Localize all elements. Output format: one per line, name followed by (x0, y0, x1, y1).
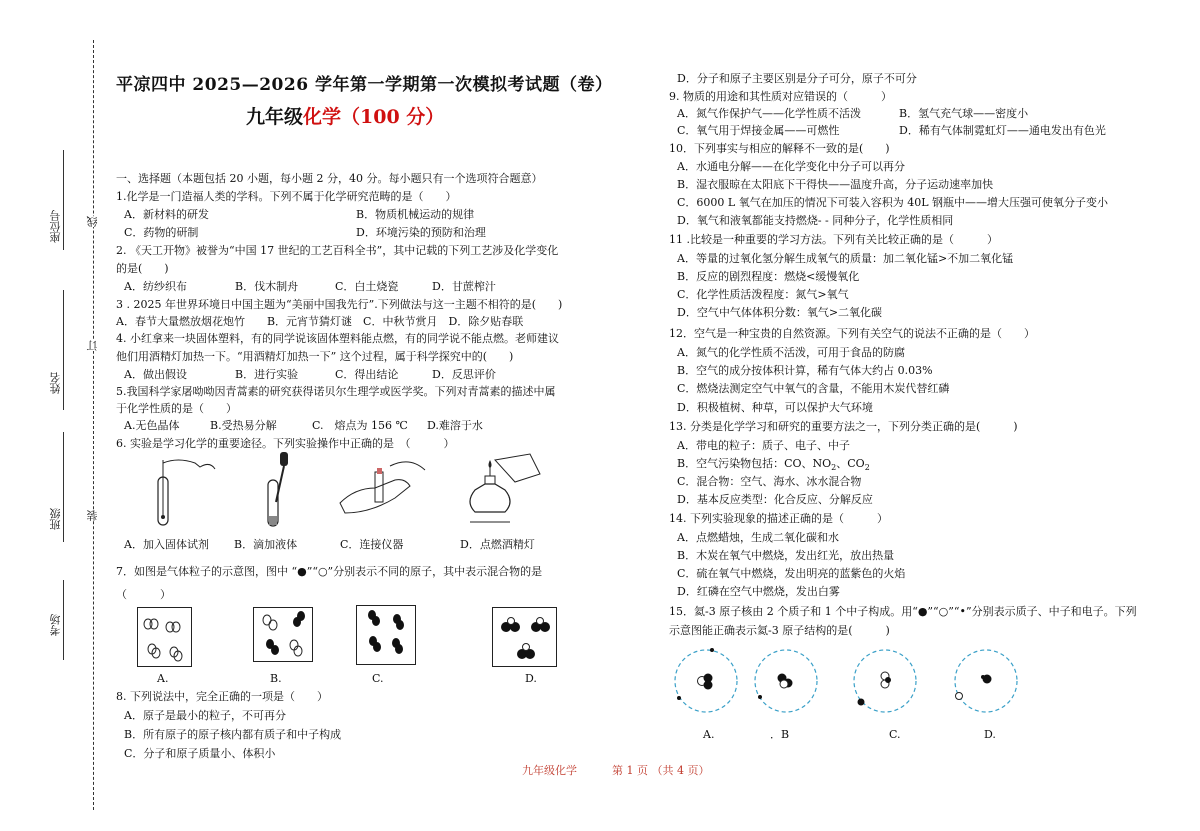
q8-option-c: C．分子和原子质量小、体积小 (124, 747, 276, 760)
q12-option-d: D．积极植树、种草，可以保护大气环境 (677, 401, 873, 414)
q2-stem-line1: 2. 《天工开物》被誉为“中国 17 世纪的工艺百科全书”，其中记载的下列工艺涉及化学变化 (116, 244, 559, 257)
q9-option-b: B．氢气充气球——密度小 (899, 107, 1029, 120)
q11-stem: 11 .比较是一种重要的学习方法。下列有关比较正确的是（ ） (669, 233, 998, 246)
q2-option-a: A．纺纱织布 (124, 280, 187, 293)
q15-option-a: A. (703, 728, 715, 741)
seat-underline (63, 150, 64, 250)
q15-atom-d (952, 645, 1027, 715)
binding-dashed-line (93, 40, 94, 810)
q6-option-c: C．连接仪器 (340, 538, 404, 551)
q11-option-b: B．反应的剧烈程度：燃烧<缓慢氧化 (677, 270, 860, 283)
q10-option-c: C．6000 L 氧气在加压的情况下可装入容积为 40L 钢瓶中——增大压强可使氧分子变小 (677, 196, 1109, 209)
class-underline (63, 432, 64, 542)
q8-option-b: B．所有原子的原子核内都有质子和中子构成 (124, 728, 342, 741)
q12-stem: 12．空气是一种宝贵的自然资源。下列有关空气的说法不正确的是（ ） (669, 327, 1035, 340)
q1-stem: 1.化学是一门造福人类的学科。下列不属于化学研究范畴的是（ ） (116, 190, 457, 203)
q15-atom-a (668, 645, 748, 715)
q11-option-d: D．空气中气体体积分数：氧气>二氧化碳 (677, 306, 883, 319)
q7-option-d: D. (525, 672, 537, 685)
q9-option-d: D．稀有气体制霓虹灯——通电发出有色光 (899, 124, 1106, 137)
q9-option-c: C．氧气用于焊接金属——可燃性 (677, 124, 840, 137)
q7-option-b: B. (270, 672, 282, 685)
exam-title: 平凉四中 2025—2026 学年第一学期第一次模拟考试题（卷） (116, 75, 613, 95)
q7-option-a: A. (157, 672, 169, 685)
q15-option-c: C. (889, 728, 901, 741)
q8-option-d: D．分子和原子主要区别是分子可分，原子不可分 (677, 72, 917, 85)
name-underline (63, 290, 64, 410)
q7-box-a (137, 607, 192, 667)
q6-figure-b (260, 450, 320, 530)
seat-label: 座位号 (49, 210, 62, 243)
q15-stem-line1: 15．氦-3 原子核由 2 个质子和 1 个中子构成。用“●”“○”“•”分别表示质子、中子和电子。下列 (669, 605, 1137, 618)
q7-box-c (356, 605, 416, 665)
q4-stem-line1: 4. 小红拿来一块固体塑料，有的同学说该固体塑料能点燃，有的同学说不能点燃。老师建议 (116, 332, 559, 345)
bind-char: 订 (86, 340, 99, 351)
room-underline (63, 580, 64, 660)
q13-option-b: B．空气污染物包括：CO、$NO_2$、$CO_2$ (677, 457, 870, 473)
q6-figure-a (140, 455, 220, 530)
q4-option-c: C．得出结论 (335, 368, 399, 381)
class-label: 班级 (49, 508, 62, 530)
q10-option-d: D．氧气和液氧都能支持燃烧- - 同种分子，化学性质相同 (677, 214, 954, 227)
q6-option-b: B．滴加液体 (234, 538, 298, 551)
q6-option-d: D．点燃酒精灯 (460, 538, 535, 551)
q12-option-b: B．空气的成分按体积计算，稀有气体大约占 0.03% (677, 364, 933, 377)
q14-stem: 14. 下列实验现象的描述正确的是（ ） (669, 512, 888, 525)
exam-subtitle: 九年级化学（100 分） (246, 106, 445, 128)
q11-option-c: C．化学性质活泼程度：氮气>氧气 (677, 288, 849, 301)
line-char: 线 (86, 216, 99, 227)
q4-stem-line2: 他们用酒精灯加热一下。“用酒精灯加热一下” 这个过程，属于科学探究中的( ) (116, 350, 514, 363)
q3-options: A．春节大量燃放烟花炮竹 B．元宵节猜灯谜 C．中秋节赏月 D．除夕贴春联 (116, 315, 524, 328)
q6-figure-d (455, 452, 545, 530)
q7-stem: 7．如图是气体粒子的示意图，图中 “●”“○”分别表示不同的原子，其中表示混合物的是 (116, 565, 543, 578)
q9-option-a: A．氮气作保护气——化学性质不活泼 (677, 107, 861, 120)
staple-char: 装 (86, 510, 99, 521)
q2-option-b: B．伐木制舟 (235, 280, 299, 293)
q15-stem-line2: 示意图能正确表示氦-3 原子结构的是( ) (669, 624, 890, 637)
q1-option-a: A．新材料的研发 (124, 208, 209, 221)
q7-paren: （ ） (116, 588, 171, 601)
q5-stem-line2: 于化学性质的是（ ） (116, 402, 237, 415)
footer-subject: 九年级化学 (522, 764, 577, 777)
footer-page: 第 1 页 （共 4 页） (612, 764, 710, 777)
q2-stem-line2: 的是( ) (116, 262, 169, 275)
q4-option-d: D．反思评价 (432, 368, 496, 381)
q1-option-b: B．物质机械运动的规律 (356, 208, 475, 221)
q6-stem: 6. 实验是学习化学的重要途径。下列实验操作中正确的是 （ ） (116, 437, 455, 450)
q2-option-d: D．甘蔗榨汁 (432, 280, 496, 293)
q13-option-a: A．带电的粒子：质子、电子、中子 (677, 439, 850, 452)
q7-option-c: C. (372, 672, 384, 685)
q14-option-b: B．木炭在氧气中燃烧，发出红光，放出热量 (677, 549, 895, 562)
q15-option-d: D. (984, 728, 996, 741)
q5-option-d: D.难溶于水 (427, 419, 483, 432)
q7-box-b (253, 607, 313, 662)
q11-option-a: A．等量的过氧化氢分解生成氧气的质量：加二氧化锰>不加二氧化锰 (677, 252, 1014, 265)
section-heading: 一、选择题（本题包括 20 小题，每小题 2 分，40 分。每小题只有一个选项符合题意） (116, 172, 543, 185)
q15-option-b: ．B (770, 728, 790, 741)
q15-atom-c (852, 645, 927, 715)
q13-stem: 13. 分类是化学学习和研究的重要方法之一，下列分类正确的是( ) (669, 420, 1018, 433)
q5-option-c: C. 熔点为 156 ℃ (312, 419, 408, 432)
name-label: 姓名 (49, 372, 62, 394)
q15-atom-b (752, 645, 832, 715)
q8-option-a: A．原子是最小的粒子，不可再分 (124, 709, 286, 722)
q10-stem: 10．下列事实与相应的解释不一致的是( ) (669, 142, 890, 155)
q10-option-b: B．湿衣服晾在太阳底下干得快——温度升高，分子运动速率加快 (677, 178, 994, 191)
q1-option-d: D．环境污染的预防和治理 (356, 226, 486, 239)
q6-figure-c (335, 458, 430, 526)
q5-option-a: A.无色晶体 (124, 419, 180, 432)
q4-option-a: A．做出假设 (124, 368, 187, 381)
q2-option-c: C．白土烧瓷 (335, 280, 399, 293)
q3-stem: 3 . 2025 年世界环境日中国主题为“美丽中国我先行”.下列做法与这一主题不相符的是( ) (116, 298, 563, 311)
room-label: 考场 (49, 614, 62, 636)
q12-option-c: C．燃烧法测定空气中氧气的含量，不能用木炭代替红磷 (677, 382, 950, 395)
q4-option-b: B．进行实验 (235, 368, 299, 381)
q13-option-c: C．混合物：空气、海水、冰水混合物 (677, 475, 862, 488)
q5-option-b: B.受热易分解 (210, 419, 277, 432)
q14-option-a: A．点燃蜡烛，生成二氧化碳和水 (677, 531, 839, 544)
q12-option-a: A．氮气的化学性质不活泼，可用于食品的防腐 (677, 346, 905, 359)
q6-option-a: A．加入固体试剂 (124, 538, 209, 551)
q13-option-d: D．基本反应类型：化合反应、分解反应 (677, 493, 873, 506)
q5-stem-line1: 5.我国科学家屠呦呦因青蒿素的研究获得诺贝尔生理学或医学奖。下列对青蒿素的描述中属 (116, 385, 556, 398)
q7-box-d (492, 607, 557, 667)
q9-stem: 9. 物质的用途和其性质对应错误的（ ） (669, 90, 892, 103)
q8-stem: 8. 下列说法中，完全正确的一项是（ ） (116, 690, 328, 703)
q1-option-c: C．药物的研制 (124, 226, 199, 239)
q10-option-a: A．水通电分解——在化学变化中分子可以再分 (677, 160, 905, 173)
q14-option-d: D．红磷在空气中燃烧，发出白雾 (677, 585, 840, 598)
q14-option-c: C．硫在氧气中燃烧，发出明亮的蓝紫色的火焰 (677, 567, 906, 580)
